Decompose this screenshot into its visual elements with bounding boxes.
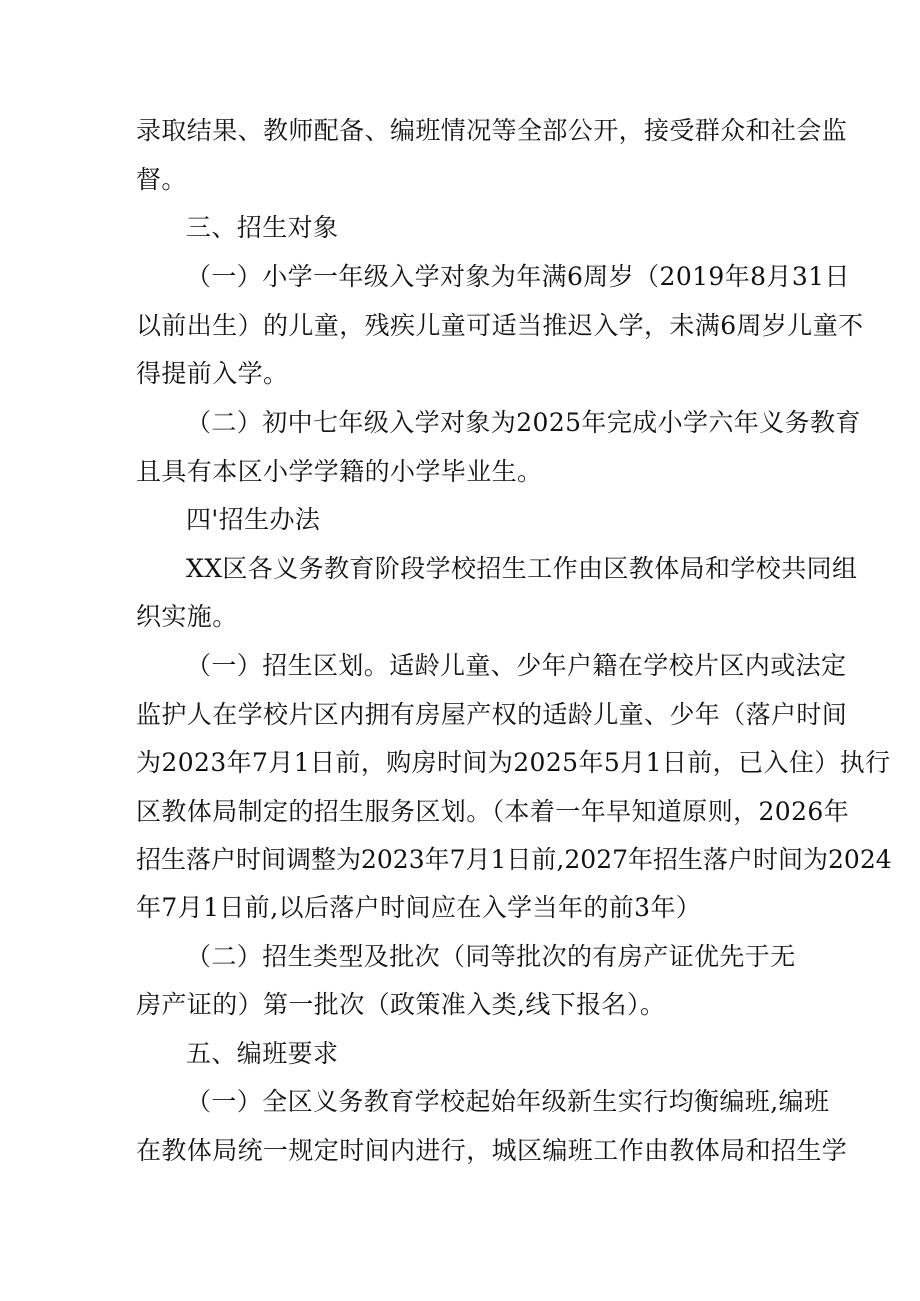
paragraph-line: XX区各义务教育阶段学校招生工作由区教体局和学校共同组 bbox=[186, 554, 858, 583]
section-heading: 五、编班要求 bbox=[186, 1039, 339, 1068]
paragraph-line: 督。 bbox=[136, 165, 187, 194]
paragraph-line: 为2023年7月1日前，购房时间为2025年5月1日前，已入住）执行 bbox=[136, 748, 891, 777]
paragraph-line: （二）招生类型及批次（同等批次的有房产证优先于无 bbox=[186, 942, 796, 971]
paragraph-line: （一）小学一年级入学对象为年满6周岁（2019年8月31日 bbox=[186, 262, 850, 291]
section-heading: 三、招生对象 bbox=[186, 213, 339, 242]
paragraph-line: 得提前入学。 bbox=[136, 359, 289, 388]
paragraph-line: 且具有本区小学学籍的小学毕业生。 bbox=[136, 457, 543, 486]
paragraph-line: 在教体局统一规定时间内进行，城区编班工作由教体局和招生学 bbox=[136, 1136, 848, 1165]
paragraph-line: 年7月1日前,以后落户时间应在入学当年的前3年） bbox=[136, 893, 702, 922]
paragraph-line: （一）全区义务教育学校起始年级新生实行均衡编班,编班 bbox=[186, 1087, 830, 1116]
paragraph-line: （二）初中七年级入学对象为2025年完成小学六年义务教育 bbox=[186, 408, 861, 437]
section-heading: 四'招生办法 bbox=[186, 505, 321, 534]
paragraph-line: （一）招生区划。适龄儿童、少年户籍在学校片区内或法定 bbox=[186, 651, 847, 680]
paragraph-line: 录取结果、教师配备、编班情况等全部公开，接受群众和社会监 bbox=[136, 116, 848, 145]
paragraph-line: 以前出生）的儿童，残疾儿童可适当推迟入学，未满6周岁儿童不 bbox=[136, 311, 864, 340]
paragraph-line: 房产证的）第一批次（政策准入类,线下报名）。 bbox=[136, 990, 666, 1019]
paragraph-line: 招生落户时间调整为2023年7月1日前,2027年招生落户时间为2024 bbox=[136, 845, 892, 874]
paragraph-line: 监护人在学校片区内拥有房屋产权的适龄儿童、少年（落户时间 bbox=[136, 700, 848, 729]
paragraph-line: 区教体局制定的招生服务区划。（本着一年早知道原则，2026年 bbox=[136, 797, 850, 826]
paragraph-line: 织实施。 bbox=[136, 602, 238, 631]
